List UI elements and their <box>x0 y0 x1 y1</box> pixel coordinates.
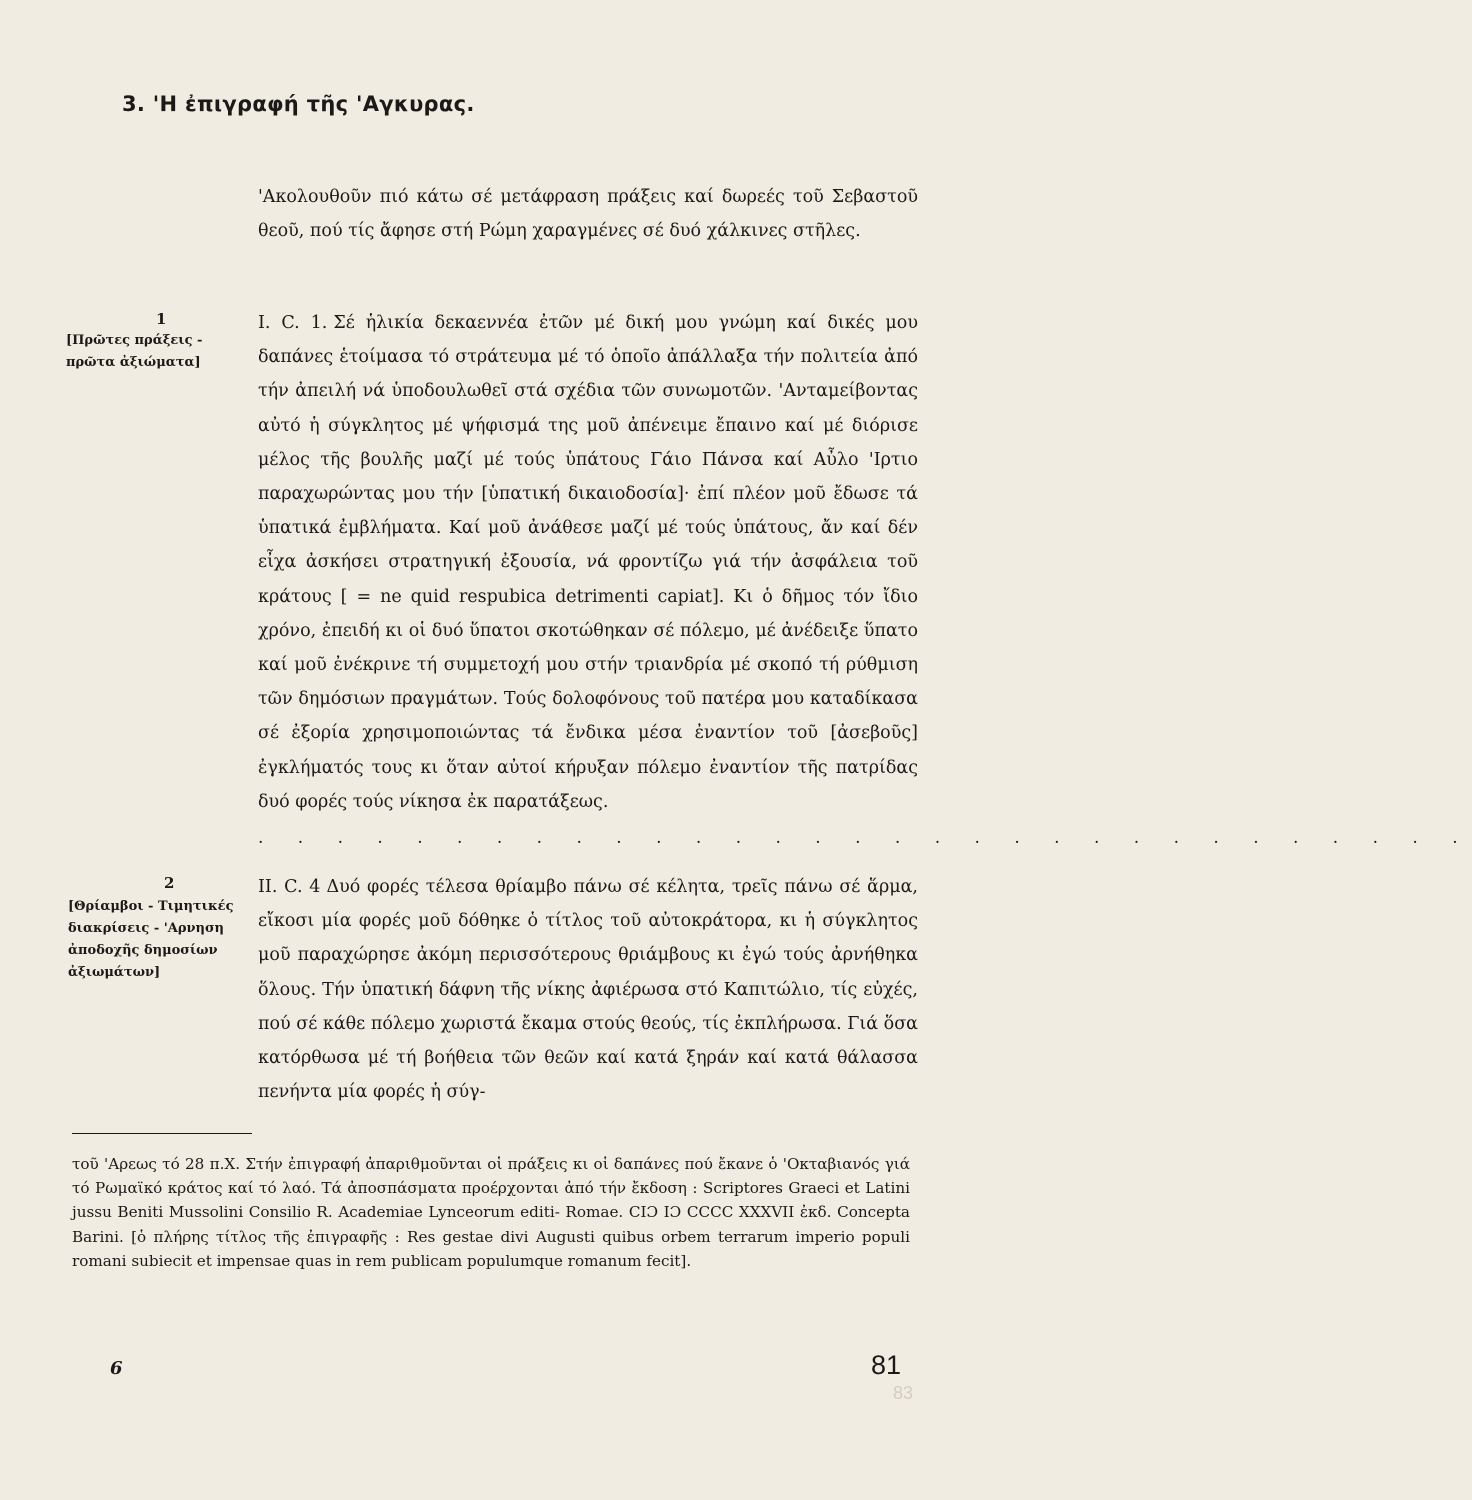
margin-number-1: 1 <box>156 310 167 328</box>
signature-mark: 6 <box>110 1358 123 1379</box>
ellipsis-row: . . . . . . . . . . . . . . . . . . . . . . . . . . . . . . . <box>258 828 1472 848</box>
margin-note-1: [Πρῶτες πράξεις - πρῶτα ἀξιώματα] <box>66 333 203 370</box>
section-1-ref: I. C. 1. <box>258 313 328 333</box>
section-title: 3. 'Η ἐπιγραφή τῆς 'Αγκυρας. <box>122 92 475 116</box>
footnote: τοῦ 'Αρεως τό 28 π.Χ. Στήν ἐπιγραφή ἀπαριθμοῦνται οἱ πράξεις κι οἱ δαπάνες πού ἔκανε ὁ 'Οκταβιανός γιά τό Ρωμαϊκό κράτος καί τό λαό. Τά ἀποσπάσματα προέρχονται ἀπό τήν ἔκδοση : Scriptores Graeci et Latini jussu Beniti Mussolini Consilio R. Academiae Lynceorum editi- Romae. CIƆ IƆ CCCC XXXVII ἐκδ. Concepta Barini. [ὁ πλήρης τίτλος τῆς ἐπιγραφῆς : Res gestae divi Augusti quibus orbem terrarum imperio populi romani subiecit et impensae quas in rem publicam populumque romanum fecit]. <box>72 1155 910 1270</box>
intro-paragraph: 'Ακολουθοῦν πιό κάτω σέ μετάφραση πράξεις καί δωρεές τοῦ Σεβαστοῦ θεοῦ, πού τίς ἄφησε στή Ρώμη χαραγμένες σέ δυό χάλκινες στῆλες. <box>258 187 918 241</box>
margin-number-2: 2 <box>164 874 175 892</box>
page-number: 81 <box>871 1350 902 1380</box>
section-2-ref: II. C. 4 <box>258 877 321 897</box>
section-1-paragraph <box>258 306 918 819</box>
show-through-page-number: 83 <box>893 1383 914 1403</box>
margin-note-2: [Θρίαμβοι - Τιμητικές διακρίσεις - 'Αρνηση ἀποδοχῆς δημοσίων ἀξιωμάτων] <box>68 899 234 980</box>
section-1-text: Σέ ἡλικία δεκαεννέα ἐτῶν μέ δική μου γνώμη καί δικές μου δαπάνες ἑτοίμασα τό στράτευμα μέ τό ὁποῖο ἀπάλλαξα τήν πολιτεία ἀπό τήν ἀπειλή νά ὑποδουλωθεῖ στά σχέδια τῶν συνωμοτῶν. 'Ανταμείβοντας αὐτό ἡ σύγκλητος μέ ψήφισμά της μοῦ ἀπένειμε ἔπαινο καί μέ διόρισε μέλος τῆς βουλῆς μαζί μέ τούς ὑπάτους Γάιο Πάνσα καί Αὖλο 'Ιρτιο παραχωρώντας μου τήν [ὑπατική δικαιοδοσία]· ἐπί πλέον μοῦ ἔδωσε τά ὑπατικά ἐμβλήματα. Καί μοῦ ἀνάθεσε μαζί μέ τούς ὑπάτους, ἄν καί δέν εἶχα ἀσκήσει στρατηγική ἐξουσία, νά φροντίζω γιά τήν ἀσφάλεια τοῦ κράτους [ = ne quid respubica detrimenti capiat]. Κι ὁ δῆμος τόν ἴδιο χρόνο, ἐπειδή κι οἱ δυό ὕπατοι σκοτώθηκαν σέ πόλεμο, μέ ἀνέδειξε ὕπατο καί μοῦ ἐνέκρινε τή συμμετοχή μου στήν τριανδρία μέ σκοπό τή ρύθμιση τῶν δημόσιων πραγμάτων. Τούς δολοφόνους τοῦ πατέρα μου καταδίκασα σέ ἐξορία χρησιμοποιώντας τά ἔνδικα μέσα ἐναντίον τοῦ [ἀσεβοῦς] ἐγκλήματός τους κι ὅταν αὐτοί κήρυξαν πόλεμο ἐναντίον τῆς πατρίδας δυό φορές τούς νίκησα ἐκ παρατάξεως. <box>258 313 918 812</box>
section-2-paragraph <box>258 870 918 1109</box>
footnote-divider <box>72 1133 252 1134</box>
section-2-text: Δυό φορές τέλεσα θρίαμβο πάνω σέ κέλητα, τρεῖς πάνω σέ ἅρμα, εἴκοσι μία φορές μοῦ δόθηκε ὁ τίτλος τοῦ αὐτοκράτορα, κι ἡ σύγκλητος μοῦ παραχώρησε ἀκόμη περισσότερους θριάμβους κι ἐγώ τούς ἀρνήθηκα ὅλους. Τήν ὑπατική δάφνη τῆς νίκης ἀφιέρωσα στό Καπιτώλιο, τίς εὐχές, πού σέ κάθε πόλεμο χωριστά ἔκαμα στούς θεούς, τίς ἐκπλήρωσα. Γιά ὅσα κατόρθωσα μέ τή βοήθεια τῶν θεῶν καί κατά ξηράν καί κατά θάλασσα πενήντα μία φορές ἡ σύγ- <box>258 877 918 1103</box>
